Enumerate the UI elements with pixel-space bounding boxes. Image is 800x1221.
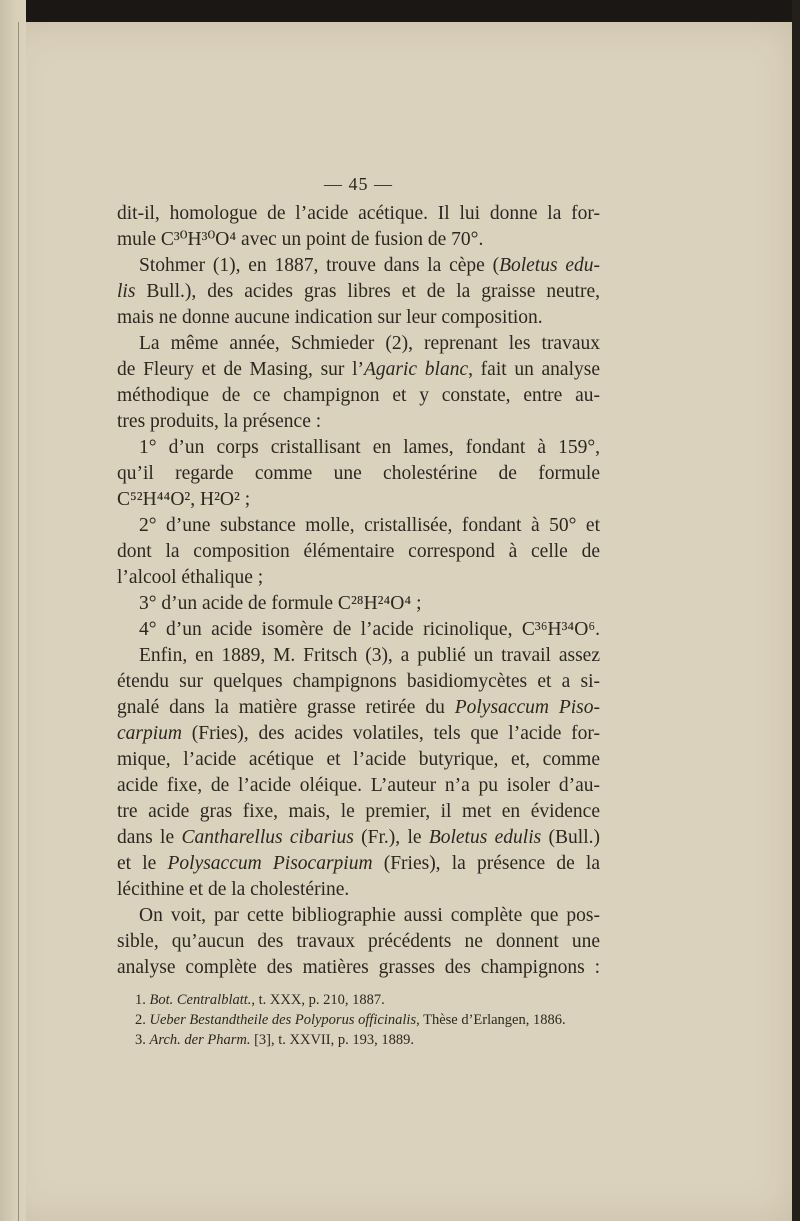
text-line: 4° d’un acide isomère de l’acide ricinolique, C³⁶H³⁴O⁶. (139, 619, 600, 640)
text-line: La même année, Schmieder (2), reprenant les travaux (139, 333, 600, 354)
footnote: 3. Arch. der Pharm. [3], t. XXVII, p. 193, 1889. (135, 1032, 414, 1048)
text-line: 1° d’un corps cristallisant en lames, fondant à 159°, (139, 437, 600, 458)
text-line: tres produits, la présence : (117, 411, 322, 432)
text-line: et le Polysaccum Pisocarpium (Fries), la présence de la (117, 853, 600, 874)
text-line: de Fleury et de Masing, sur l’Agaric blanc, fait un analyse (117, 359, 600, 380)
binding-shadow (0, 0, 26, 1221)
text-line: mais ne donne aucune indication sur leur composition. (117, 307, 543, 328)
text-line: qu’il regarde comme une cholestérine de formule (117, 463, 600, 484)
text-line: 2° d’une substance molle, cristallisée, fondant à 50° et (139, 515, 600, 536)
scan-right-border (792, 0, 800, 1221)
text-line: gnalé dans la matière grasse retirée du Polysaccum Piso- (117, 697, 600, 718)
text-line: mule C³⁰H³⁰O⁴ avec un point de fusion de 70°. (117, 229, 484, 250)
text-line: dans le Cantharellus cibarius (Fr.), le Boletus edulis (Bull.) (117, 827, 600, 848)
text-line: mique, l’acide acétique et l’acide butyrique, et, comme (117, 749, 600, 770)
scan-top-border (0, 0, 800, 22)
text-line: l’alcool éthalique ; (117, 567, 264, 588)
text-line: lécithine et de la cholestérine. (117, 879, 350, 900)
text-line: lis Bull.), des acides gras libres et de la graisse neutre, (117, 281, 600, 302)
text-line: analyse complète des matières grasses des champignons : (117, 957, 600, 978)
binding-line (18, 22, 19, 1221)
text-line: sible, qu’aucun des travaux précédents ne donnent une (117, 931, 600, 952)
text-line: tre acide gras fixe, mais, le premier, il met en évidence (117, 801, 600, 822)
footnote: 2. Ueber Bestandtheile des Polyporus officinalis, Thèse d’Erlangen, 1886. (135, 1012, 566, 1028)
text-line: méthodique de ce champignon et y constate, entre au- (117, 385, 600, 406)
text-line: C⁵²H⁴⁴O², H²O² ; (117, 489, 251, 510)
text-line: dont la composition élémentaire correspond à celle de (117, 541, 600, 562)
page-number: — 45 — (324, 174, 393, 194)
text-line: Stohmer (1), en 1887, trouve dans la cèpe (Boletus edu- (139, 255, 600, 276)
text-line: acide fixe, de l’acide oléique. L’auteur n’a pu isoler d’au- (117, 775, 600, 796)
text-line: carpium (Fries), des acides volatiles, tels que l’acide for- (117, 723, 600, 744)
footnote: 1. Bot. Centralblatt., t. XXX, p. 210, 1887. (135, 992, 385, 1008)
text-line: On voit, par cette bibliographie aussi complète que pos- (139, 905, 600, 926)
text-line: dit-il, homologue de l’acide acétique. Il lui donne la for- (117, 203, 600, 224)
text-line: Enfin, en 1889, M. Fritsch (3), a publié un travail assez (139, 645, 600, 666)
text-line: 3° d’un acide de formule C²⁸H²⁴O⁴ ; (139, 593, 422, 614)
text-line: étendu sur quelques champignons basidiomycètes et a si- (117, 671, 600, 692)
